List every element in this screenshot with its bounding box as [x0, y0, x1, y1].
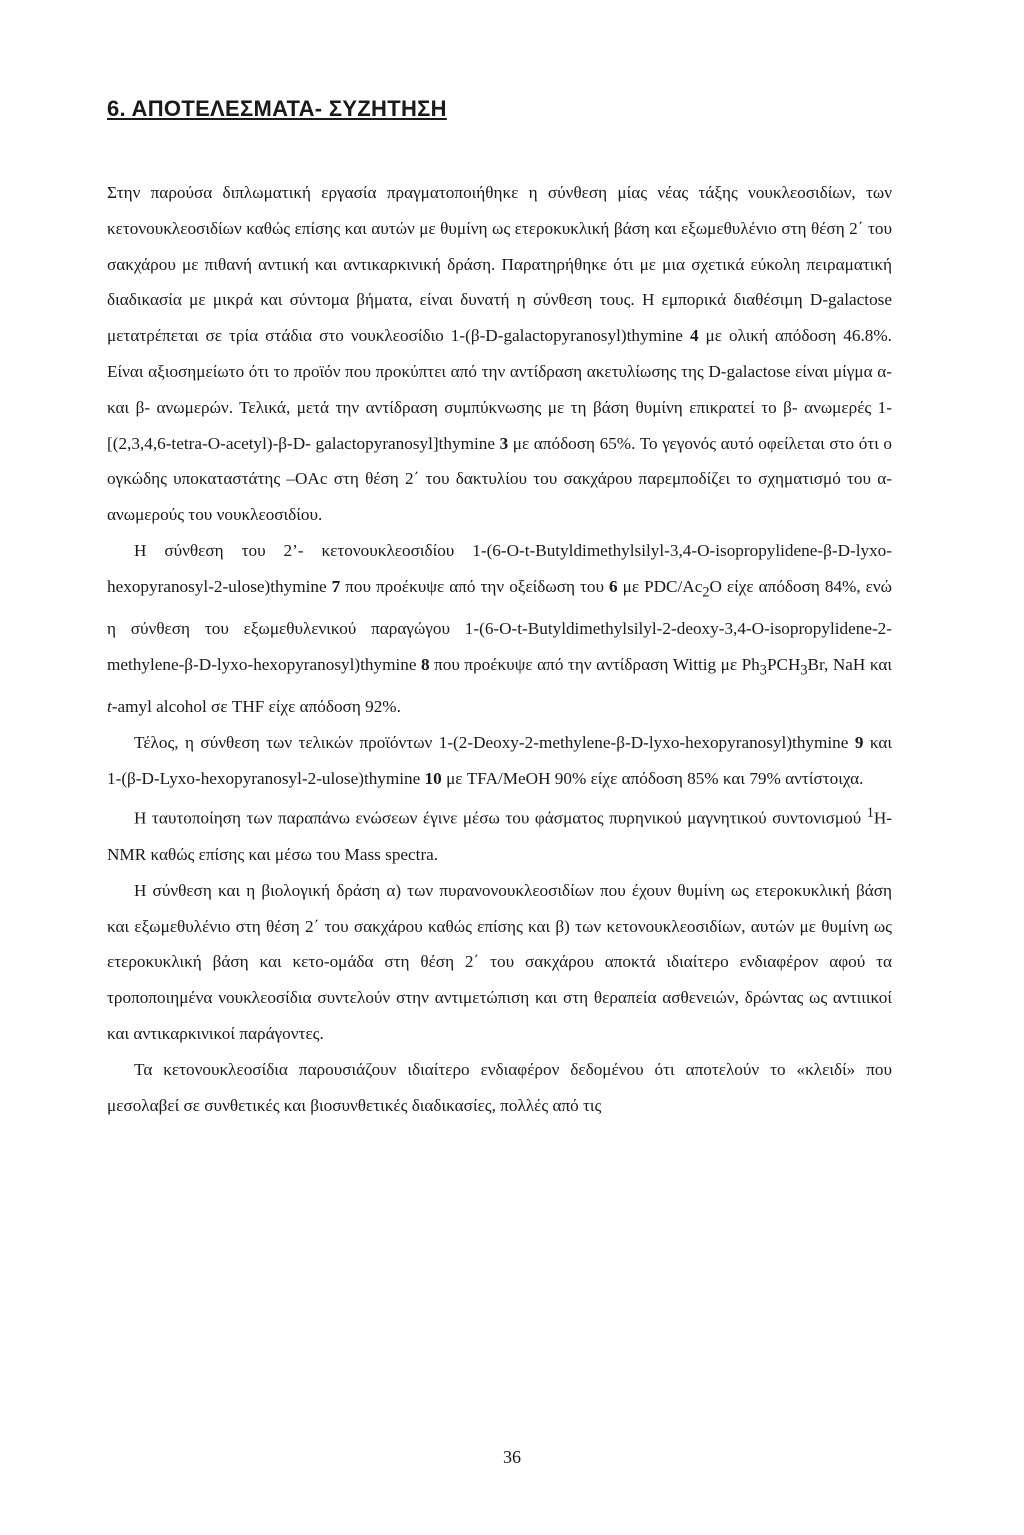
section-heading: 6. ΑΠΟΤΕΛΕΣΜΑΤΑ- ΣΥΖΗΤΗΣΗ [107, 96, 447, 121]
page-number: 36 [503, 1447, 521, 1467]
paragraph-1-text-2: με ολική απόδοση 46.8%. Είναι αξιοσημείωτο ότι το προϊόν που προκύπτει από την αντίδραση ακετυλίωσης της D-galactose είναι μίγμα α- και β- ανωμερών. Τελικά, μετά την αντίδραση συμπύκνωσης με τη βάση θυμίνη επικρατεί το β- ανωμερές 1-[(2,3,4,6-tetra-O-acetyl)-β-D- galactopyranosyl]thymine [107, 326, 892, 453]
compound-number: 9 [854, 732, 864, 752]
paragraph-3-text-2: και 1-(β-D-Lyxo-hexopyranosyl-2-ulose)thymine [107, 732, 893, 788]
subscript: 3 [759, 662, 767, 679]
paragraph-1-text-1: Στην παρούσα διπλωματική εργασία πραγματοποιήθηκε η σύνθεση μίας νέας τάξης νουκλεοσιδίων, των κετονουκλεοσιδίων καθώς επίσης και αυτών με θυμίνη ως ετεροκυκλική βάση και εξωμεθυλένιο στη θέση 2΄ του σακχάρου με πιθανή αντιική και αντικαρκινική δράση. Παρατηρήθηκε ότι με μια σχετικά εύκολη πειραματική διαδικασία με μικρά και σύντομα βήματα, είναι δυνατή η σύνθεση τους. Η εμπορικά διαθέσιμη D-galactose μετατρέπεται σε τρία στάδια στο νουκλεοσίδιο 1-(β-D-galactopyranosyl)thymine [107, 183, 892, 346]
paragraph-2-text-8: -amyl alcohol σε THF είχε απόδοση 92%. [111, 697, 401, 717]
paragraph-2-text-4: O είχε απόδοση 84%, ενώ η σύνθεση του εξωμεθυλενικού παραγώγου 1-(6-O-t-Butyldimethylsilyl-2-deoxy-3,4-O-isopropylidene-2-methylene-β-D-lyxo-hexopyranosyl)thymine [107, 576, 892, 674]
paragraph-1-text-3: με απόδοση 65%. Το γεγονός αυτό οφείλεται στο ότι ο ογκώδης υποκαταστάτης –OAc στη θέση 2΄ του δακτυλίου του σακχάρου παρεμποδίζει το σχηματισμό του α- ανωμερούς του νουκλεοσιδίου. [107, 433, 893, 525]
paragraph-1 [107, 175, 892, 533]
paragraph-2-text-1: Η σύνθεση του 2’- κετονουκλεοσιδίου 1-(6-O-t-Butyldimethylsilyl-3,4-O-isopropylidene-β-D-lyxo-hexopyranosyl-2-ulose)thymine [107, 540, 892, 596]
compound-number: 6 [609, 576, 618, 596]
paragraph-4 [107, 796, 892, 872]
paragraph-4-text-1: Η ταυτοποίηση των παραπάνω ενώσεων έγινε μέσω του φάσματος πυρηνικού μαγνητικού συντονισμού [134, 809, 867, 829]
compound-number: 8 [420, 654, 430, 674]
paragraph-4-text-2: H-NMR καθώς επίσης και μέσω του Mass spectra. [107, 809, 892, 864]
subscript: 2 [702, 584, 710, 601]
compound-number: 10 [424, 768, 442, 788]
paragraph-3-text-1: Τέλος, η σύνθεση των τελικών προϊόντων 1-(2-Deoxy-2-methylene-β-D-lyxo-hexopyranosyl)thymine [134, 732, 855, 752]
paragraph-2 [107, 533, 892, 725]
paragraph-3 [107, 725, 892, 797]
paragraph-2-text-5: που προέκυψε από την αντίδραση Wittig με Ph [429, 654, 760, 674]
paragraph-2-text-6: PCH [766, 654, 801, 674]
italic-t: t [107, 697, 112, 717]
subscript: 3 [800, 662, 808, 679]
paragraph-2-text-2: που προέκυψε από την οξείδωση του [340, 576, 610, 596]
paragraph-3-text-3: με TFA/MeOH 90% είχε απόδοση 85% και 79% αντίστοιχα. [441, 768, 864, 788]
compound-number: 3 [499, 433, 509, 453]
compound-number: 7 [331, 576, 341, 596]
compound-number: 4 [689, 326, 699, 346]
paragraph-2-text-3: με PDC/Ac [617, 576, 703, 596]
paragraph-6: Τα κετονουκλεοσίδια παρουσιάζουν ιδιαίτερο ενδιαφέρον δεδομένου ότι αποτελούν το «κλειδί» που μεσολαβεί σε συνθετικές και βιοσυνθετικές διαδικασίες, πολλές από τις [107, 1059, 892, 1115]
paragraph-5: Η σύνθεση και η βιολογική δράση α) των πυρανονουκλεοσιδίων που έχουν θυμίνη ως ετεροκυκλική βάση και εξωμεθυλένιο στη θέση 2΄ του σακχάρου καθώς επίσης και β) των κετονουκλεοσιδίων, αυτών με θυμίνη ως ετεροκυκλική βάση και κετο-ομάδα στη θέση 2΄ του σακχάρου αποκτά ιδιαίτερο ενδιαφέρον αφού τα τροποποιημένα νουκλεοσίδια συντελούν στην αντιμετώπιση και στη θεραπεία ασθενειών, δρώντας ως αντιιικοί και αντικαρκινικοί παράγοντες. [107, 880, 892, 1043]
paragraph-2-text-7: Br, NaH και [807, 654, 892, 674]
superscript: 1 [866, 805, 874, 822]
body-text [107, 175, 892, 1123]
